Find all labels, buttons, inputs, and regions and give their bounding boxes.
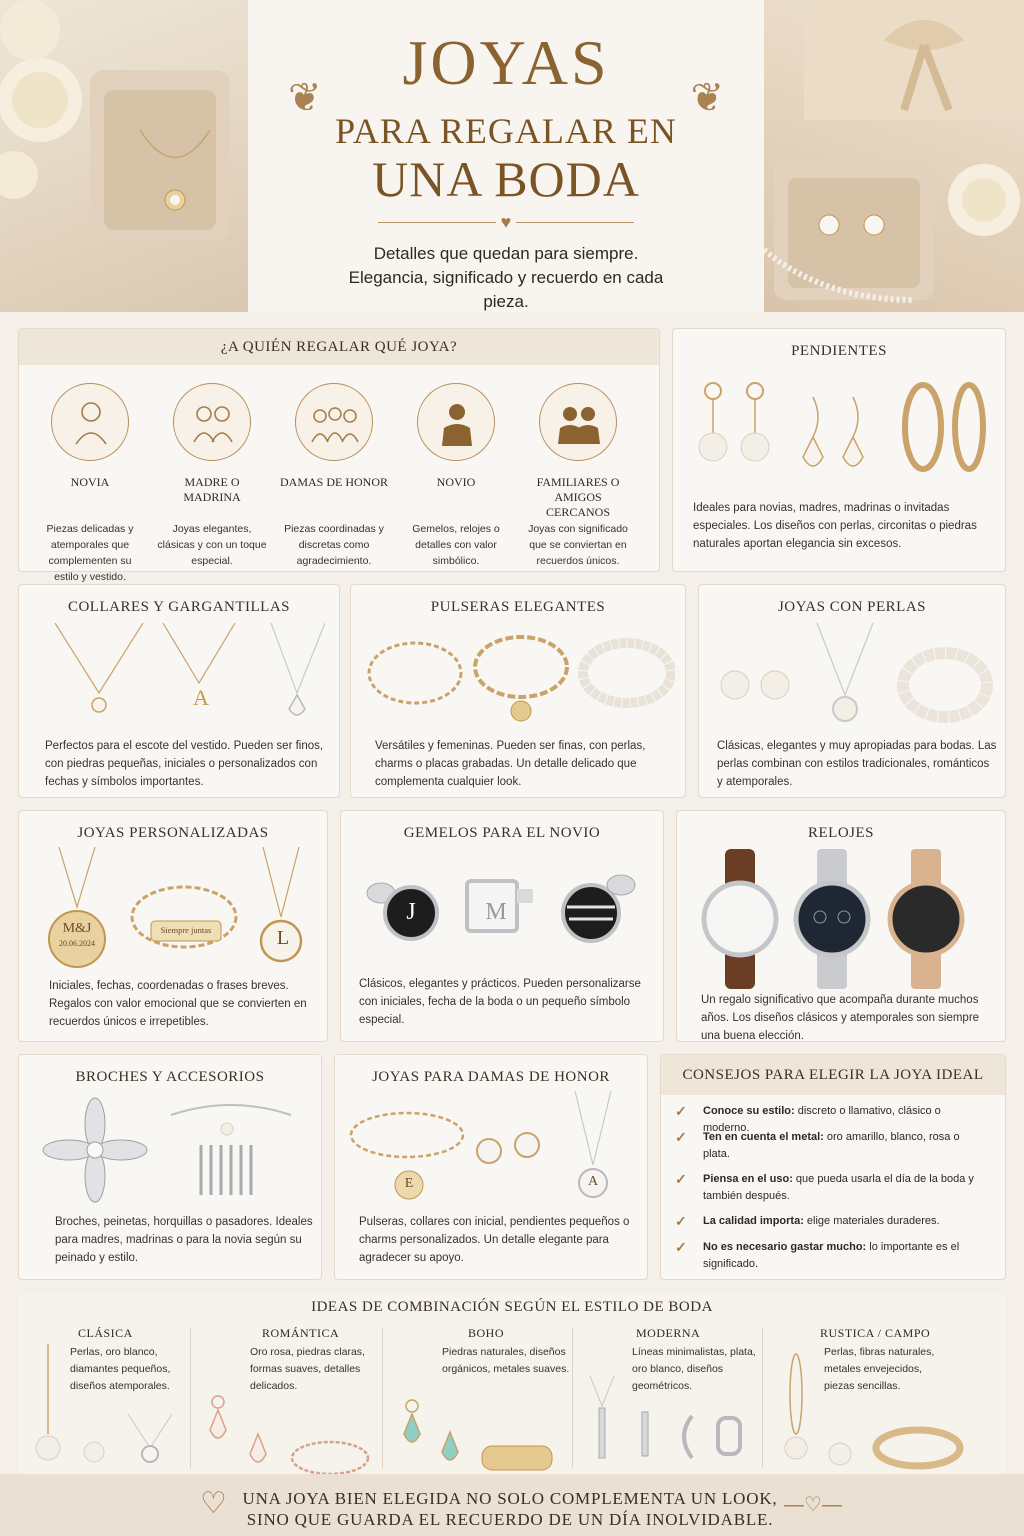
checkmark-icon: ✓ bbox=[675, 1103, 687, 1119]
style-divider bbox=[762, 1328, 763, 1468]
gemelos-card bbox=[340, 810, 664, 1042]
tip-item bbox=[675, 1213, 975, 1230]
consejos-card bbox=[660, 1054, 1006, 1280]
boho-jewelry-illustration bbox=[398, 1366, 568, 1476]
recipient-novia bbox=[35, 383, 145, 585]
personalizadas-title: JOYAS PERSONALIZADAS bbox=[77, 825, 269, 841]
recipient-madre bbox=[157, 383, 267, 569]
page-title: JOYAS bbox=[402, 27, 610, 98]
modern-jewelry-illustration bbox=[588, 1376, 758, 1476]
recipient-damas bbox=[279, 383, 389, 569]
laurel-right-icon: ❦ bbox=[690, 75, 724, 120]
styles-title: IDEAS DE COMBINACIÓN SEGÚN EL ESTILO DE BODA bbox=[311, 1299, 713, 1315]
cufflink-letter-2: M bbox=[485, 899, 507, 925]
collares-title: COLLARES Y GARGANTILLAS bbox=[67, 599, 291, 615]
bracelet-engraving: Siempre juntas bbox=[160, 925, 212, 935]
bracelets-illustration bbox=[365, 633, 675, 723]
gift-box-earrings-photo bbox=[764, 0, 1024, 312]
charm-letter-1: E bbox=[404, 1176, 414, 1191]
page-subtitle: Detalles que quedan para siempre. Elegancia, significado y recuerdo en cada pieza. bbox=[348, 244, 664, 311]
collares-text: Perfectos para el escote del vestido. Pueden ser finos, con piedras pequeñas, iniciales o personalizados con fechas y símbolos importantes. bbox=[45, 740, 324, 788]
tip-bold: Conoce su estilo: bbox=[703, 1105, 795, 1117]
necklace-initial-pendant: A bbox=[193, 685, 209, 710]
groom-icon bbox=[417, 383, 495, 461]
pulseras-card bbox=[350, 584, 686, 798]
style-name: MODERNA bbox=[636, 1326, 701, 1340]
style-name: RUSTICA / CAMPO bbox=[820, 1326, 931, 1340]
relojes-text: Un regalo significativo que acompaña durante muchos años. Los diseños clásicos y atemporales son siempre una buena elección. bbox=[701, 994, 980, 1042]
personalizadas-card bbox=[18, 810, 328, 1042]
perlas-title: JOYAS CON PERLAS bbox=[777, 599, 927, 615]
recipient-label: MADRE O MADRINA bbox=[183, 475, 241, 504]
tip-item bbox=[675, 1129, 975, 1163]
classic-jewelry-illustration bbox=[28, 1344, 198, 1474]
damas-text: Pulseras, collares con inicial, pendientes pequeños o charms personalizados. Un detalle elegante para agradecer su apoyo. bbox=[359, 1216, 630, 1264]
jewelry-box-necklace-photo bbox=[0, 0, 248, 312]
broches-text: Broches, peinetas, horquillas o pasadores. Ideales para madres, madrinas o para la novia según su peinado y estilo. bbox=[55, 1216, 313, 1264]
checkmark-icon: ✓ bbox=[675, 1239, 687, 1255]
tip-text: oro amarillo, blanco, rosa o plata. bbox=[703, 1131, 960, 1160]
recipient-label: FAMILIARES O AMIGOS CERCANOS bbox=[536, 475, 620, 519]
style-clasica bbox=[22, 1326, 212, 1476]
earrings-box-illustration bbox=[764, 0, 1024, 312]
heart-outline-icon: ♡ bbox=[200, 1487, 227, 1520]
recipient-desc: Piezas coordinadas y discretas como agradecimiento. bbox=[284, 523, 384, 567]
tip-text: discreto o llamativo, clásico o moderno. bbox=[703, 1105, 941, 1134]
style-desc: Perlas, fibras naturales, metales envejecidos, piezas sencillas. bbox=[824, 1346, 935, 1392]
personalizadas-text: Iniciales, fechas, coordenadas o frases breves. Regalos con valor emocional que se convierten en recuerdos únicos e irrepetibles. bbox=[49, 980, 307, 1028]
relojes-title: RELOJES bbox=[807, 825, 874, 841]
family-icon bbox=[539, 383, 617, 461]
style-desc: Oro rosa, piedras claras, formas suaves, detalles delicados. bbox=[250, 1346, 365, 1392]
hero-header bbox=[0, 0, 1024, 312]
footer-line-1: UNA JOYA BIEN ELEGIDA NO SOLO COMPLEMENTA UN LOOK, bbox=[242, 1489, 778, 1508]
style-desc: Piedras naturales, diseños orgánicos, metales suaves. bbox=[442, 1346, 570, 1375]
rustic-jewelry-illustration bbox=[778, 1344, 998, 1474]
watches-illustration bbox=[699, 849, 989, 989]
romantic-jewelry-illustration bbox=[206, 1366, 376, 1476]
earrings-illustration bbox=[689, 377, 989, 487]
tip-text: que pueda usarla el día de la boda y también después. bbox=[703, 1173, 974, 1202]
bridesmaids-icon bbox=[295, 383, 373, 461]
perlas-card bbox=[698, 584, 1006, 798]
gemelos-text: Clásicos, elegantes y prácticos. Pueden personalizarse con iniciales, fecha de la boda o un pequeño símbolo especial. bbox=[359, 978, 641, 1026]
recipient-label: NOVIO bbox=[436, 475, 476, 489]
broches-title: BROCHES Y ACCESORIOS bbox=[75, 1069, 265, 1085]
recipient-desc: Piezas delicadas y atemporales que complementen su estilo y vestido. bbox=[46, 523, 134, 583]
damas-title: JOYAS PARA DAMAS DE HONOR bbox=[372, 1069, 610, 1085]
medal-initials: M&J bbox=[62, 921, 92, 936]
tip-text: elige materiales duraderes. bbox=[803, 1215, 940, 1227]
mother-icon bbox=[173, 383, 251, 461]
recipient-desc: Joyas con significado que se conviertan en recuerdos únicos. bbox=[528, 523, 628, 567]
damas-card bbox=[334, 1054, 648, 1280]
pearls-illustration bbox=[715, 623, 995, 733]
style-romantica bbox=[206, 1326, 396, 1476]
tip-bold: Piensa en el uso: bbox=[703, 1173, 793, 1185]
tip-bold: No es necesario gastar mucho: bbox=[703, 1241, 867, 1253]
gemelos-title: GEMELOS PARA EL NOVIO bbox=[403, 825, 601, 841]
bridesmaid-jewelry-illustration bbox=[349, 1091, 639, 1211]
tip-bold: Ten en cuenta el metal: bbox=[703, 1131, 824, 1143]
pulseras-title: PULSERAS ELEGANTES bbox=[430, 599, 606, 615]
style-desc: Perlas, oro blanco, diamantes pequeños, diseños atemporales. bbox=[70, 1346, 171, 1392]
tip-item bbox=[675, 1239, 975, 1273]
style-divider bbox=[572, 1328, 573, 1468]
footer-line-2: SINO QUE GUARDA EL RECUERDO DE UN DÍA INOLVIDABLE. bbox=[246, 1510, 774, 1529]
footer-banner bbox=[0, 1474, 1024, 1536]
recipient-label: NOVIA bbox=[70, 475, 110, 489]
style-rustica bbox=[778, 1326, 968, 1476]
personalized-jewelry-illustration bbox=[39, 847, 319, 977]
tip-bold: La calidad importa: bbox=[703, 1215, 804, 1227]
bride-icon bbox=[51, 383, 129, 461]
heart-icon: ♥ bbox=[496, 212, 516, 232]
style-desc: Líneas minimalistas, plata, oro blanco, diseños geométricos. bbox=[632, 1346, 756, 1392]
style-divider bbox=[382, 1328, 383, 1468]
brooch-and-comb-illustration bbox=[41, 1095, 311, 1205]
page-title-line-3: UNA BODA bbox=[372, 151, 640, 207]
cufflink-letter-1: J bbox=[406, 899, 416, 925]
pendientes-text: Ideales para novias, madres, madrinas o invitadas especiales. Los diseños con perlas, circonitas o piedras naturales aportan elegancia sin excesos. bbox=[693, 502, 977, 550]
hero-title-area bbox=[248, 0, 764, 312]
necklace-box-illustration bbox=[0, 0, 248, 312]
recipients-section bbox=[18, 328, 660, 583]
broches-card bbox=[18, 1054, 322, 1280]
recipient-familiares bbox=[523, 383, 633, 569]
heart-line-icon: —♡— bbox=[784, 1494, 842, 1516]
pulseras-text: Versátiles y femeninas. Pueden ser finas, con perlas, charms o placas grabadas. Un detalle delicado que complementa cualquier look. bbox=[375, 740, 646, 788]
medal-date: 20.06.2024 bbox=[59, 939, 95, 948]
recipient-novio bbox=[401, 383, 511, 569]
style-name: ROMÁNTICA bbox=[262, 1326, 340, 1340]
footer-message bbox=[240, 1488, 780, 1530]
pendientes-card bbox=[672, 328, 1006, 572]
recipient-label: DAMAS DE HONOR bbox=[279, 475, 388, 489]
pendant-letter: L bbox=[276, 927, 290, 949]
pendientes-title: PENDIENTES bbox=[791, 343, 887, 359]
consejos-title: CONSEJOS PARA ELEGIR LA JOYA IDEAL bbox=[682, 1067, 984, 1083]
style-boho bbox=[398, 1326, 588, 1476]
style-divider bbox=[190, 1328, 191, 1468]
page-title-line-2: PARA REGALAR EN bbox=[335, 111, 677, 151]
relojes-card bbox=[676, 810, 1006, 1042]
tip-text: lo importante es el significado. bbox=[703, 1241, 960, 1270]
style-name: CLÁSICA bbox=[78, 1326, 133, 1340]
tip-item bbox=[675, 1171, 975, 1205]
style-name: BOHO bbox=[468, 1326, 505, 1340]
checkmark-icon: ✓ bbox=[675, 1171, 687, 1187]
checkmark-icon: ✓ bbox=[675, 1129, 687, 1145]
charm-letter-2: A bbox=[587, 1174, 599, 1189]
perlas-text: Clásicas, elegantes y muy apropiadas para bodas. Las perlas combinan con estilos tradicionales, románticos y atemporales. bbox=[717, 740, 997, 788]
style-moderna bbox=[588, 1326, 778, 1476]
laurel-left-icon: ❦ bbox=[288, 75, 322, 120]
recipients-title: ¿A QUIÉN REGALAR QUÉ JOYA? bbox=[220, 339, 458, 355]
collares-card bbox=[18, 584, 340, 798]
recipient-desc: Gemelos, relojes o detalles con valor simbólico. bbox=[412, 523, 500, 567]
recipient-desc: Joyas elegantes, clásicas y con un toque especial. bbox=[157, 523, 267, 567]
checkmark-icon: ✓ bbox=[675, 1213, 687, 1229]
necklaces-illustration bbox=[35, 623, 325, 733]
